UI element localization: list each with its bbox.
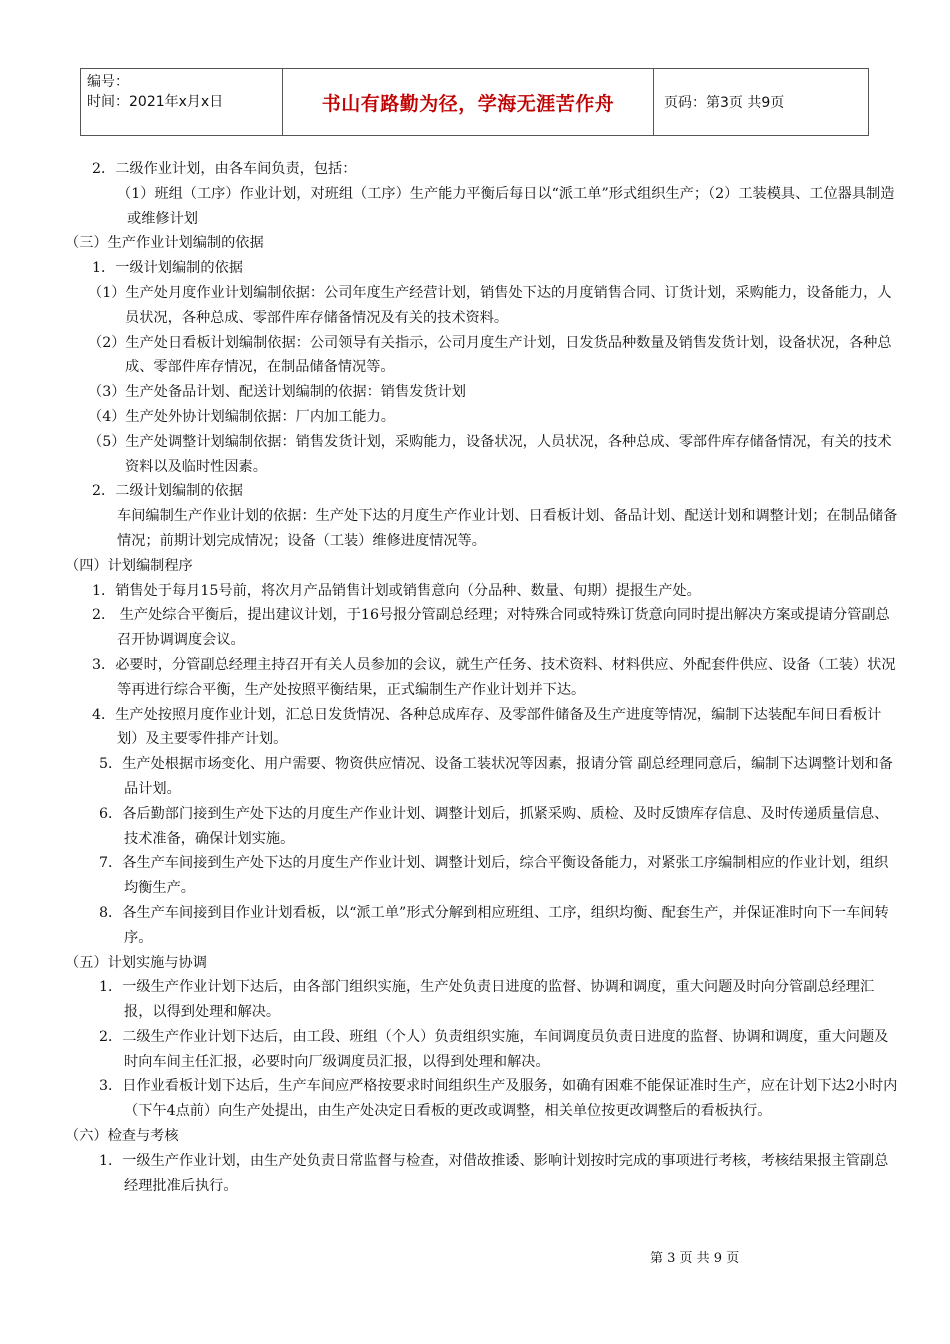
paragraph: （三）生产作业计划编制的依据 — [65, 235, 264, 252]
paragraph: 2．二级作业计划，由各车间负责，包括： — [92, 161, 357, 177]
paragraph: （3）生产处备品计划、配送计划编制的依据：销售发货计划 — [88, 384, 466, 401]
header-page-number: 页码：第3页 共9页 — [664, 95, 785, 111]
paragraph: （5）生产处调整计划编制依据：销售发货计划，采购能力，设备状况，人员状况，各种总成、零部件库存储备情况，有关的技术资料以及临时性因素。 — [88, 433, 892, 475]
paragraph: 1．一级生产作业计划，由生产处负责日常监督与检查，对借故推诿、影响计划按时完成的事项进行考核，考核结果报主管副总经理批准后执行。 — [99, 1152, 889, 1194]
paragraph: 7．各生产车间接到生产处下达的月度生产作业计划、调整计划后，综合平衡设备能力，对紧张工序编制相应的作业计划，组织均衡生产。 — [99, 855, 889, 897]
paragraph: （1）生产处月度作业计划编制依据：公司年度生产经营计划，销售处下达的月度销售合同、订货计划，采购能力，设备能力，人员状况，各种总成、零部件库存储备情况及有关的技术资料。 — [88, 284, 892, 326]
paragraph: （六）检查与考核 — [65, 1128, 179, 1145]
paragraph: 2．二级生产作业计划下达后，由工段、班组（个人）负责组织实施，车间调度员负责日进度的监督、协调和调度，重大问题及时向车间主任汇报，必要时向厂级调度员汇报，以得到处理和解决。 — [99, 1028, 889, 1070]
document-body — [0, 157, 950, 1198]
paragraph: （四）计划编制程序 — [65, 557, 193, 574]
paragraph: （1）班组（工序）作业计划，对班组（工序）生产能力平衡后每日以“派工单”形式组织生产；（2）工装模具、工位器具制造或维修计划 — [117, 185, 895, 227]
paragraph: 8．各生产车间接到目作业计划看板，以“派工单”形式分解到相应班组、工序，组织均衡、配套生产，并保证准时向下一车间转序。 — [99, 904, 889, 946]
paragraph: 2． 生产处综合平衡后，提出建议计划，于16号报分管副总经理；对特殊合同或特殊订货意向同时提出解决方案或提请分管副总召开协调调度会议。 — [92, 607, 890, 649]
paragraph: （五）计划实施与协调 — [65, 954, 207, 971]
paragraph: 5．生产处根据市场变化、用户需要、物资供应情况、设备工装状况等因素，报请分管 副总经理同意后，编制下达调整计划和备品计划。 — [99, 756, 893, 797]
paragraph: （4）生产处外协计划编制依据：厂内加工能力。 — [88, 408, 395, 425]
paragraph: 4．生产处按照月度作业计划，汇总日发货情况、各种总成库存、及零部件储备及生产进度等情况，编制下达装配车间日看板计划）及主要零件排产计划。 — [92, 706, 882, 748]
document-code-label: 编号： — [87, 74, 129, 90]
paragraph: 2．二级计划编制的依据 — [92, 483, 243, 500]
document-date-label: 时间：2021年x月x日 — [87, 94, 224, 110]
paragraph: 1．一级生产作业计划下达后，由各部门组织实施，生产处负责日进度的监督、协调和调度，重大问题及时向分管副总经理汇报，以得到处理和解决。 — [99, 979, 875, 1021]
paragraph: 车间编制生产作业计划的依据：生产处下达的月度生产作业计划、日看板计划、备品计划、配送计划和调整计划；在制品储备情况；前期计划完成情况；设备（工装）维修进度情况等。 — [117, 508, 898, 549]
page-header — [80, 68, 869, 136]
paragraph: （2）生产处日看板计划编制依据：公司领导有关指示，公司月度生产计划，日发货品种数量及销售发货计划，设备状况，各种总成、零部件库存情况，在制品储备情况等。 — [88, 334, 892, 376]
paragraph: 3．必要时，分管副总经理主持召开有关人员参加的会议，就生产任务、技术资料、材料供应、外配套件供应、设备（工装）状况等再进行综合平衡，生产处按照平衡结果，正式编制生产作业计划并下达。 — [92, 656, 896, 698]
paragraph: 1．一级计划编制的依据 — [92, 260, 243, 277]
paragraph: 6．各后勤部门接到生产处下达的月度生产作业计划、调整计划后，抓紧采购、质检、及时反馈库存信息、及时传递质量信息、技术准备，确保计划实施。 — [99, 805, 889, 847]
paragraph: 1．销售处于每月15号前，将次月产品销售计划或销售意向（分品种、数量、旬期）提报生产处。 — [92, 582, 701, 599]
header-info-cell — [81, 69, 283, 135]
page-footer: 第 3 页 共 9 页 — [650, 1251, 740, 1266]
header-motto: 书山有路勤为径，学海无涯苦作舟 — [283, 69, 654, 135]
paragraph: 3．日作业看板计划下达后，生产车间应严格按要求时间组织生产及服务，如确有困难不能保证准时生产，应在计划下达2小时内（下午4点前）向生产处提出，由生产处决定日看板的更改或调整，相关单位按更改调整后的看板执行。 — [99, 1078, 898, 1120]
